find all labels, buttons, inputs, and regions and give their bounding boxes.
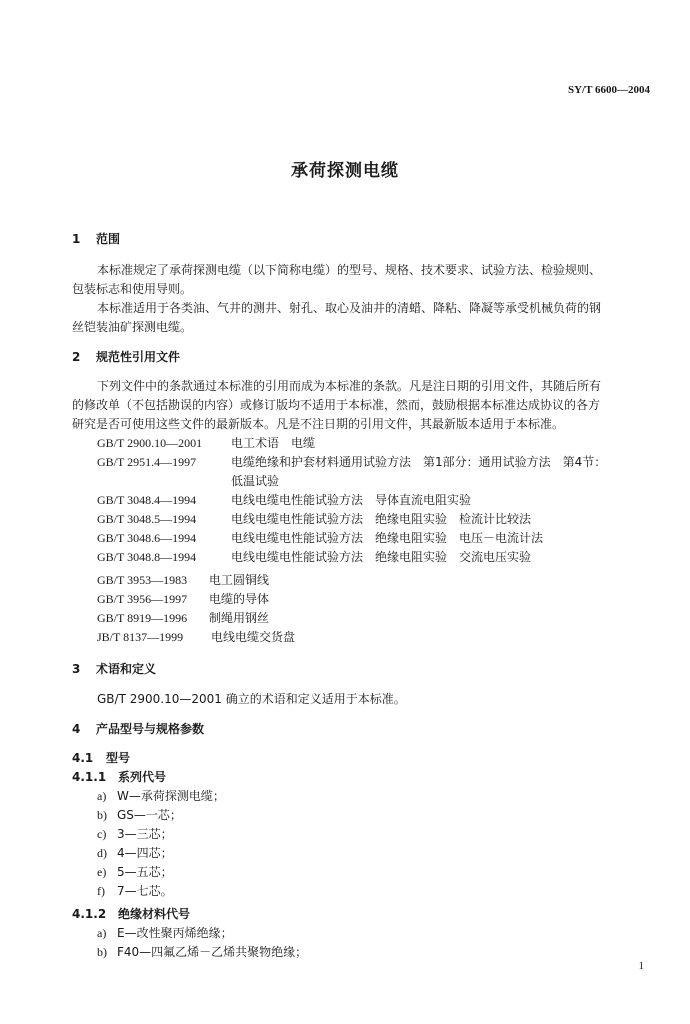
reference-item bbox=[97, 590, 269, 607]
section-number: 1 bbox=[72, 232, 81, 246]
section-title: 术语和定义 bbox=[96, 662, 157, 676]
reference-code: GB/T 2951.4—1997 bbox=[97, 455, 197, 469]
reference-title: 电线电缆电性能试验方法 绝缘电阻实验 交流电压实验 bbox=[231, 550, 532, 564]
section-title: 型号 bbox=[106, 751, 131, 765]
reference-code: GB/T 3956—1997 bbox=[97, 592, 188, 606]
reference-item bbox=[97, 472, 279, 489]
section-1-heading bbox=[72, 230, 120, 247]
section-number: 2 bbox=[72, 350, 81, 364]
subsection-4-1-heading bbox=[72, 749, 130, 766]
reference-title: 电缆绝缘和护套材料通用试验方法 第1部分：通用试验方法 第4节： bbox=[231, 455, 607, 469]
reference-item bbox=[97, 571, 269, 588]
list-marker: c) bbox=[97, 827, 107, 841]
section-title: 范围 bbox=[96, 232, 121, 246]
reference-code: GB/T 3048.4—1994 bbox=[97, 493, 197, 507]
paragraph-line: 的修改单（不包括勘误的内容）或修订版均不适用于本标准，然而，鼓励根据本标准达成协议的各方 bbox=[72, 398, 601, 412]
reference-item bbox=[97, 548, 531, 565]
reference-title: 低温试验 bbox=[231, 474, 280, 488]
reference-title: 电缆的导体 bbox=[209, 592, 270, 606]
reference-item bbox=[97, 529, 543, 546]
list-item bbox=[97, 924, 233, 941]
reference-title: 电线电缆电性能试验方法 绝缘电阻实验 电压－电流计法 bbox=[231, 531, 544, 545]
subsection-4-1-1-heading bbox=[72, 768, 166, 785]
reference-item bbox=[97, 510, 531, 527]
reference-title: 电线电缆交货盘 bbox=[211, 630, 296, 644]
reference-title: 制绳用钢丝 bbox=[209, 611, 270, 625]
list-marker: a) bbox=[97, 926, 107, 940]
list-marker: b) bbox=[97, 808, 107, 822]
reference-item bbox=[97, 434, 315, 451]
section-title: 系列代号 bbox=[118, 770, 167, 784]
section-number: 4.1.1 bbox=[72, 770, 107, 784]
paragraph-line: 下列文件中的条款通过本标准的引用而成为本标准的条款。凡是注日期的引用文件，其随后所有 bbox=[97, 379, 602, 393]
list-marker: b) bbox=[97, 945, 107, 959]
reference-code: GB/T 3048.6—1994 bbox=[97, 531, 197, 545]
paragraph-line: 本标准规定了承荷探测电缆（以下简称电缆）的型号、规格、技术要求、试验方法、检验规则、 bbox=[97, 263, 602, 277]
reference-code: GB/T 3048.8—1994 bbox=[97, 550, 197, 564]
section-3-heading bbox=[72, 660, 156, 677]
paragraph-line: 包装标志和使用导则。 bbox=[72, 282, 193, 296]
reference-item bbox=[97, 609, 269, 626]
list-text: 5—五芯； bbox=[117, 865, 173, 879]
reference-title: 电工术语 电缆 bbox=[231, 436, 316, 450]
standard-code: SY/T 6600—2004 bbox=[567, 84, 650, 96]
paragraph-line: GB/T 2900.10—2001 确立的术语和定义适用于本标准。 bbox=[97, 692, 406, 706]
reference-item bbox=[97, 453, 606, 470]
section-title: 规范性引用文件 bbox=[96, 350, 181, 364]
section-number: 4.1.2 bbox=[72, 907, 107, 921]
reference-code: GB/T 3953—1983 bbox=[97, 573, 188, 587]
page-number: 1 bbox=[638, 960, 644, 972]
list-text: GS—一芯； bbox=[117, 808, 182, 822]
reference-title: 电工圆铜线 bbox=[209, 573, 270, 587]
reference-code: JB/T 8137—1999 bbox=[97, 630, 184, 644]
section-number: 4 bbox=[72, 722, 81, 736]
paragraph-line: 本标准适用于各类油、气井的测井、射孔、取心及油井的清蜡、降粘、降凝等承受机械负荷的钢 bbox=[97, 301, 602, 315]
list-text: 4—四芯； bbox=[117, 846, 173, 860]
reference-title: 电线电缆电性能试验方法 绝缘电阻实验 检流计比较法 bbox=[231, 512, 532, 526]
reference-item bbox=[97, 491, 471, 508]
paragraph-line: 丝铠装油矿探测电缆。 bbox=[72, 320, 193, 334]
list-item bbox=[97, 825, 173, 842]
list-text: W—承荷探测电缆； bbox=[117, 789, 225, 803]
section-2-heading bbox=[72, 348, 180, 365]
list-text: 3—三芯； bbox=[117, 827, 173, 841]
reference-code: GB/T 2900.10—2001 bbox=[97, 436, 203, 450]
section-title: 绝缘材料代号 bbox=[118, 907, 191, 921]
list-item bbox=[97, 863, 173, 880]
list-marker: f) bbox=[97, 884, 105, 898]
list-item bbox=[97, 882, 173, 899]
reference-item bbox=[97, 628, 295, 645]
reference-code: GB/T 8919—1996 bbox=[97, 611, 188, 625]
subsection-4-1-2-heading bbox=[72, 905, 190, 922]
paragraph-line: 研究是否可使用这些文件的最新版本。凡是不注日期的引用文件，其最新版本适用于本标准。 bbox=[72, 417, 565, 431]
list-item bbox=[97, 844, 173, 861]
document-title: 承荷探测电缆 bbox=[291, 161, 399, 181]
reference-title: 电线电缆电性能试验方法 导体直流电阻实验 bbox=[231, 493, 472, 507]
list-text: F40—四氟乙烯－乙烯共聚物绝缘； bbox=[117, 945, 308, 959]
list-item bbox=[97, 787, 225, 804]
list-marker: d) bbox=[97, 846, 107, 860]
list-text: E—改性聚丙烯绝缘； bbox=[117, 926, 233, 940]
reference-code: GB/T 3048.5—1994 bbox=[97, 512, 197, 526]
section-title: 产品型号与规格参数 bbox=[96, 722, 205, 736]
section-number: 3 bbox=[72, 662, 81, 676]
section-4-heading bbox=[72, 720, 204, 737]
list-item bbox=[97, 806, 182, 823]
list-marker: e) bbox=[97, 865, 107, 879]
list-marker: a) bbox=[97, 789, 107, 803]
list-text: 7—七芯。 bbox=[117, 884, 173, 898]
section-number: 4.1 bbox=[72, 751, 94, 765]
list-item bbox=[97, 943, 307, 960]
